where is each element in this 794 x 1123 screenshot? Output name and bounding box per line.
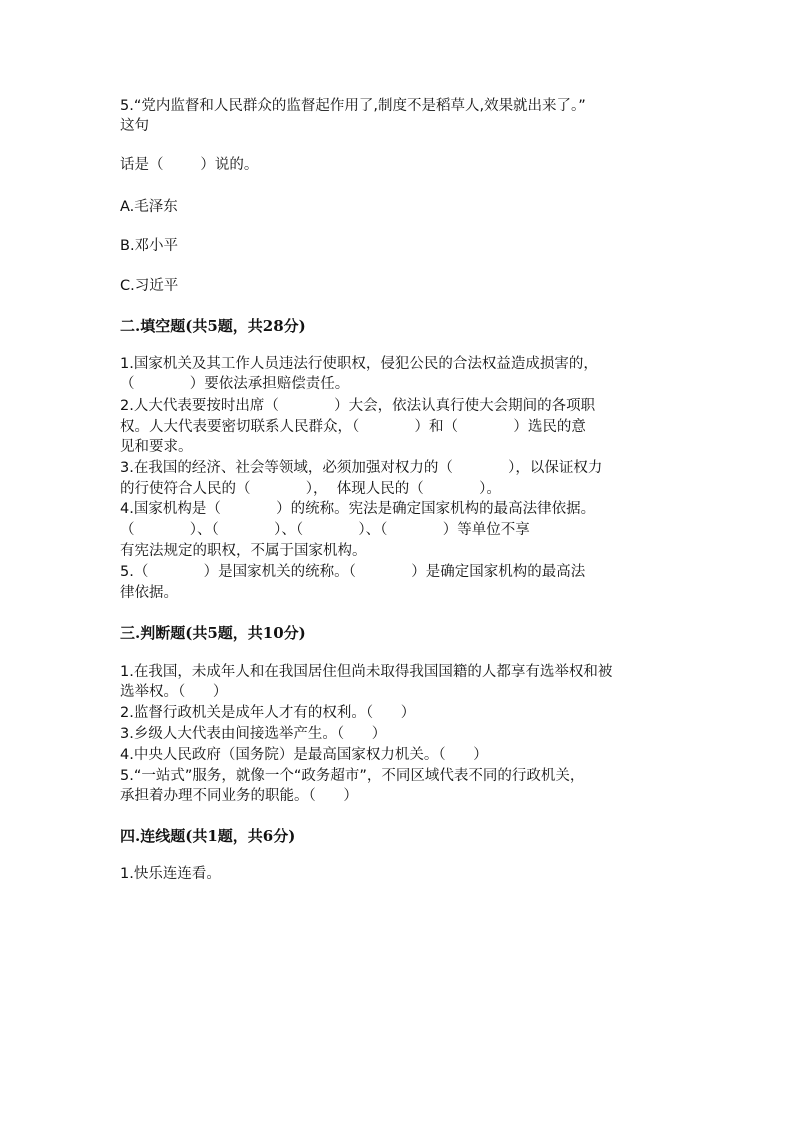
section2-line: 5.（ ）是国家机关的统称。（ ）是确定国家机构的最高法 <box>120 564 586 580</box>
section2-heading: 二.填空题(共5题，共28分) <box>120 317 306 335</box>
q5-option-a: A.毛泽东 <box>120 199 178 215</box>
q5-text-line-3: 话是（ ）说的。 <box>120 157 259 173</box>
section3-line: 选举权。（ ） <box>120 684 228 700</box>
q5-text-line-2: 这句 <box>120 118 149 134</box>
section2-line: 的行使符合人民的（ ）， 体现人民的（ ）。 <box>120 481 501 497</box>
section3-line: 5.“一站式”服务，就像一个“政务超市”，不同区域代表不同的行政机关， <box>120 768 585 784</box>
section2-line: （ ）、（ ）、（ ）、（ ）等单位不享 <box>120 522 530 538</box>
q5-text-line-1: 5.“党内监督和人民群众的监督起作用了,制度不是稻草人,效果就出来了。” <box>120 98 586 114</box>
section4-q1: 1.快乐连连看。 <box>120 866 221 882</box>
section3-line: 4.中央人民政府（国务院）是最高国家权力机关。（ ） <box>120 747 488 763</box>
section2-line: 律依据。 <box>120 585 178 601</box>
section2-line: 2.人大代表要按时出席（ ）大会，依法认真行使大会期间的各项职 <box>120 398 596 414</box>
section3-line: 承担着办理不同业务的职能。（ ） <box>120 788 358 804</box>
section3-line: 1.在我国，未成年人和在我国居住但尚未取得我国国籍的人都享有选举权和被 <box>120 664 613 680</box>
section3-line: 2.监督行政机关是成年人才有的权利。（ ） <box>120 705 416 721</box>
section2-line: 权。人大代表要密切联系人民群众，（ ）和（ ）选民的意 <box>120 419 586 435</box>
q5-option-b: B.邓小平 <box>120 238 179 254</box>
section4-heading: 四.连线题(共1题，共6分) <box>120 827 296 845</box>
section3-heading: 三.判断题(共5题，共10分) <box>120 624 306 642</box>
section2-line: 见和要求。 <box>120 439 193 455</box>
section2-line: 1.国家机关及其工作人员违法行使职权，侵犯公民的合法权益造成损害的， <box>120 356 598 372</box>
section2-line: 4.国家机构是（ ）的统称。宪法是确定国家机构的最高法律依据。 <box>120 501 596 517</box>
section2-line: 3.在我国的经济、社会等领域，必须加强对权力的（ ），以保证权力 <box>120 460 603 476</box>
section2-line: （ ）要依法承担赔偿责任。 <box>120 376 350 392</box>
q5-option-c: C.习近平 <box>120 278 179 294</box>
section3-line: 3.乡级人大代表由间接选举产生。（ ） <box>120 726 387 742</box>
section2-line: 有宪法规定的职权，不属于国家机构。 <box>120 543 367 559</box>
